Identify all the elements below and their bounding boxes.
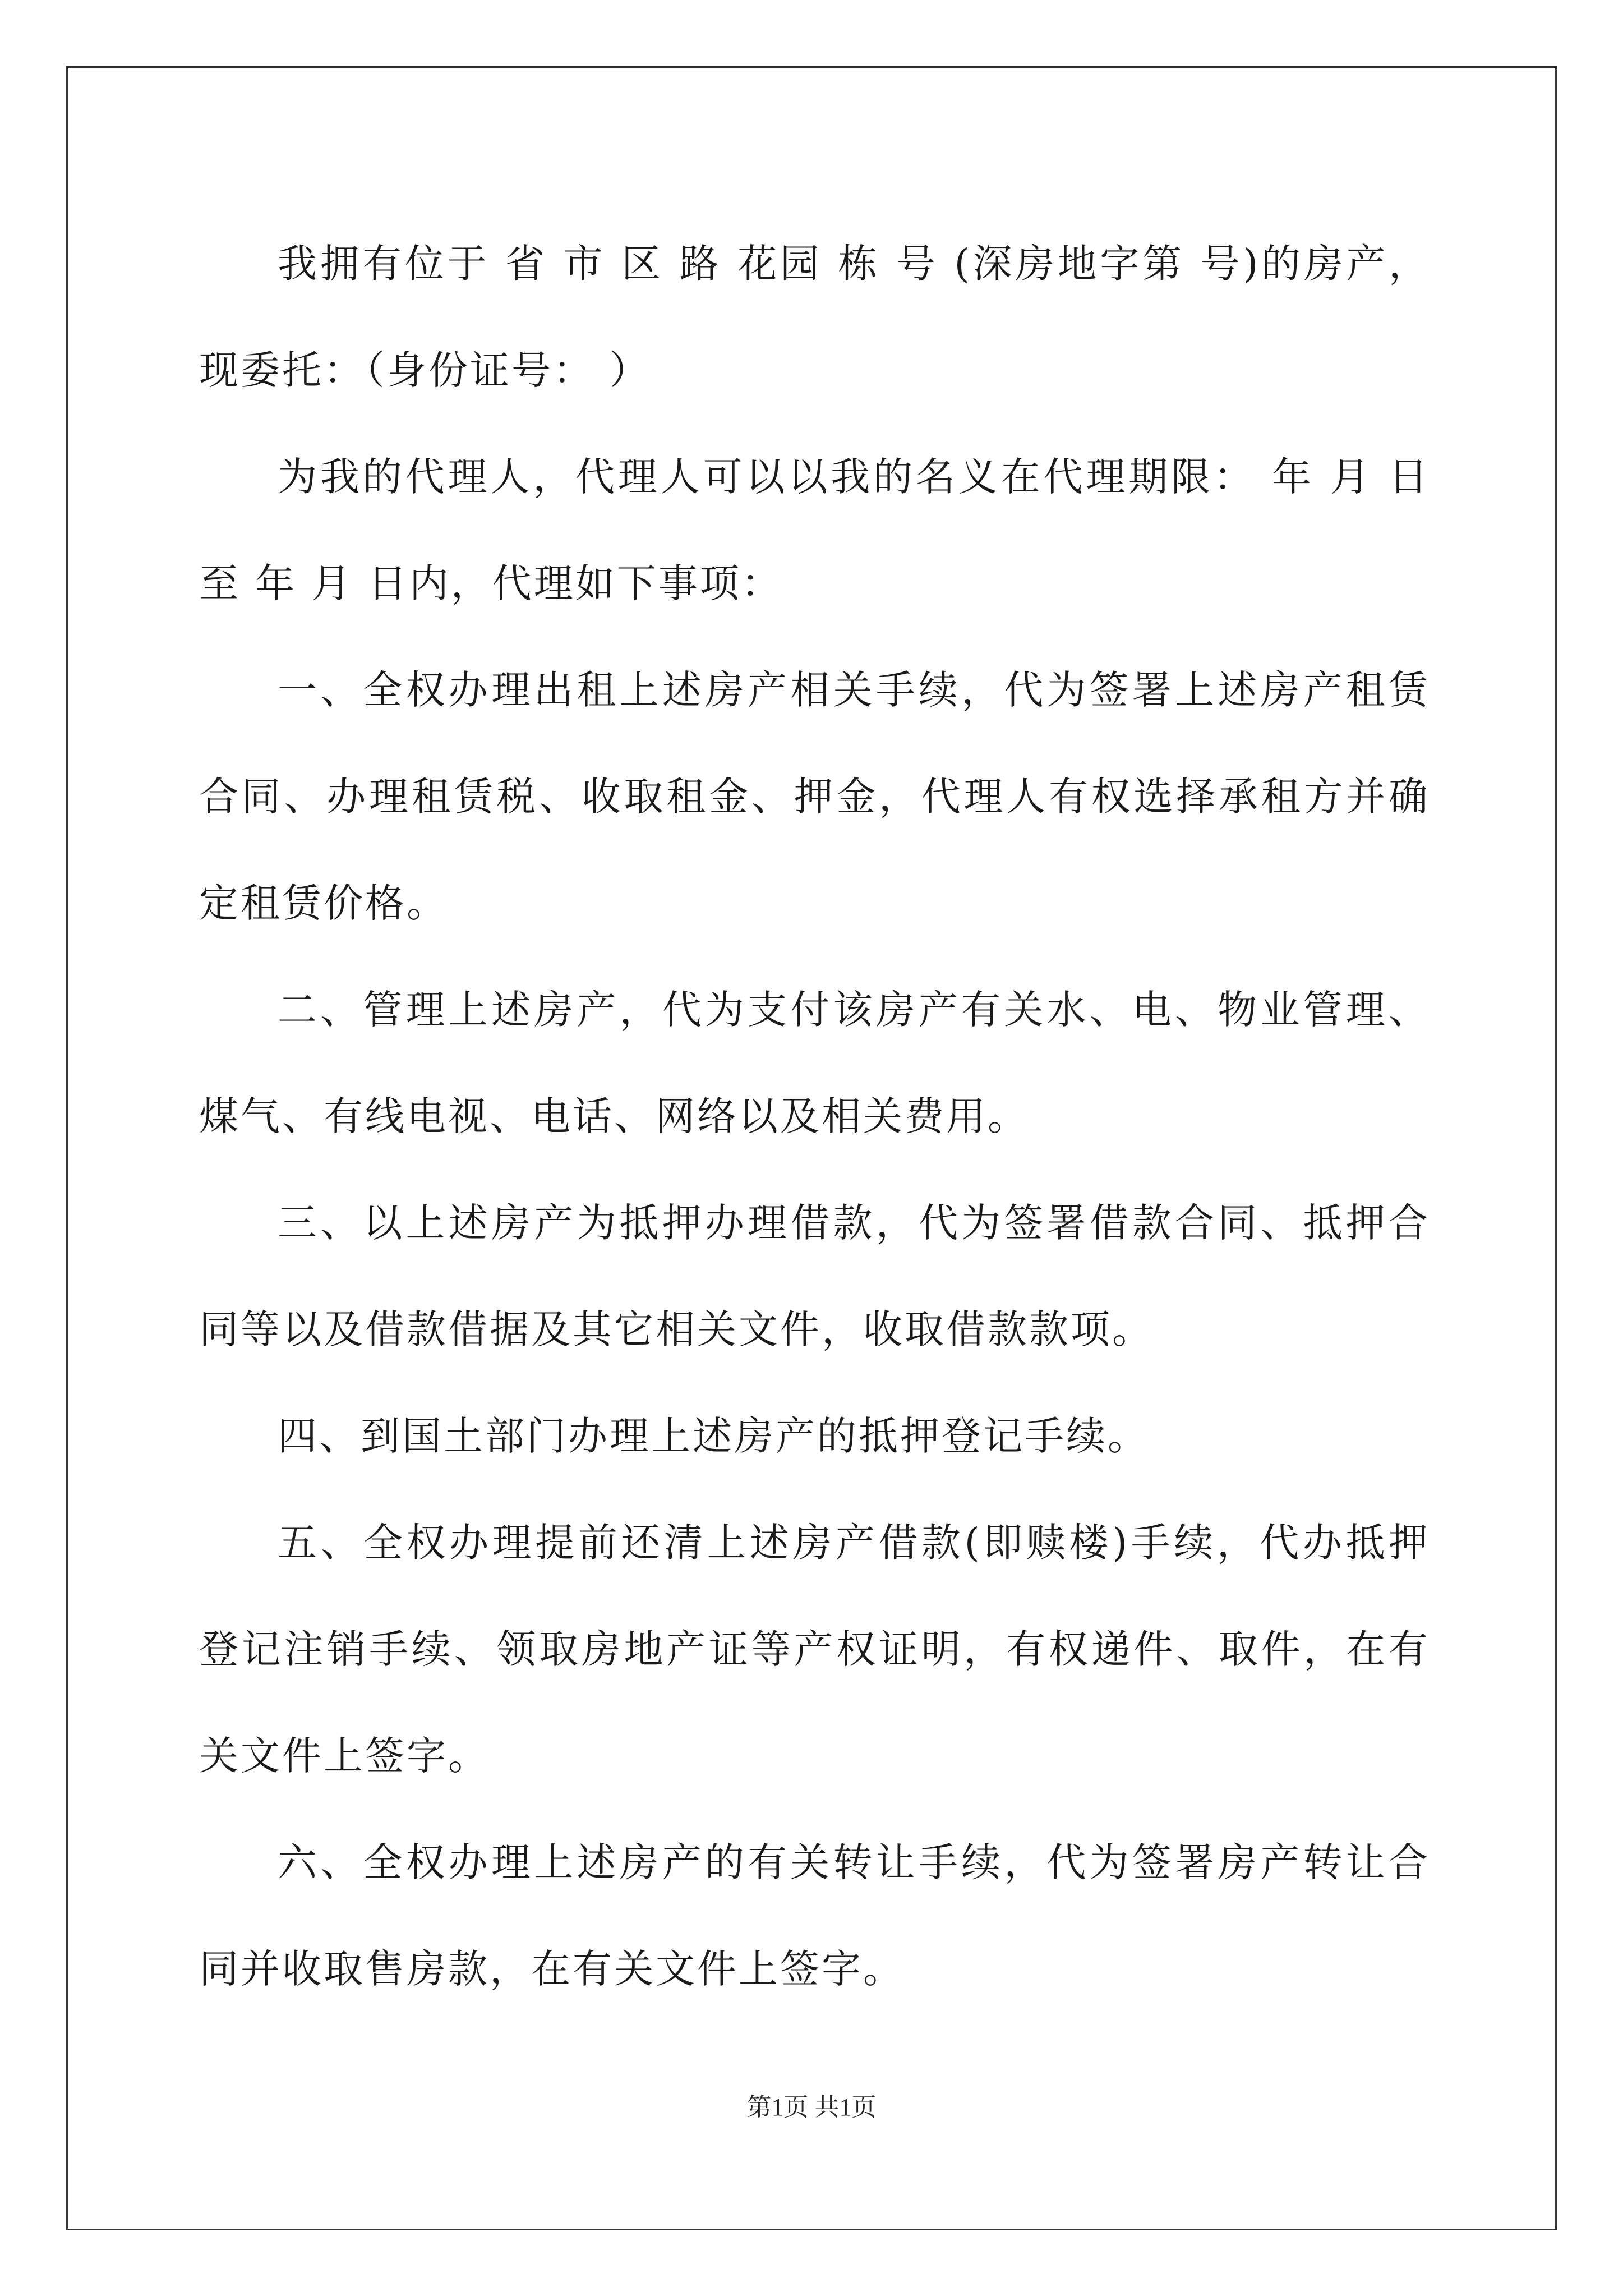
paragraph-item-6: 六、全权办理上述房产的有关转让手续，代为签署房产转让合同并收取售房款，在有关文件上签字。 <box>199 1839 1430 1992</box>
paragraph-item-1: 一、全权办理出租上述房产相关手续，代为签署上述房产租赁合同、办理租赁税、收取租金、押金，代理人有权选择承租方并确定租赁价格。 <box>199 667 1430 926</box>
paragraph-item-3: 三、以上述房产为抵押办理借款，代为签署借款合同、抵押合同等以及借款借据及其它相关文件，收取借款款项。 <box>199 1200 1430 1352</box>
document-body <box>199 210 1430 2022</box>
paragraph-item-2: 二、管理上述房产，代为支付该房产有关水、电、物业管理、煤气、有线电视、电话、网络以及相关费用。 <box>199 987 1430 1139</box>
page-footer: 第1页 共1页 <box>746 2093 877 2121</box>
paragraph-item-5: 五、全权办理提前还清上述房产借款(即赎楼)手续，代办抵押登记注销手续、领取房地产证等产权证明，有权递件、取件，在有关文件上签字。 <box>199 1520 1430 1779</box>
paragraph-item-4: 四、到国土部门办理上述房产的抵押登记手续。 <box>278 1413 1149 1459</box>
paragraph-agent: 为我的代理人，代理人可以以我的名义在代理期限： 年 月 日至 年 月 日内，代理如下事项： <box>199 454 1430 606</box>
paragraph-intro: 我拥有位于 省 市 区 路 花园 栋 号 (深房地字第 号)的房产，现委托：（身份证号： ） <box>199 241 1430 393</box>
